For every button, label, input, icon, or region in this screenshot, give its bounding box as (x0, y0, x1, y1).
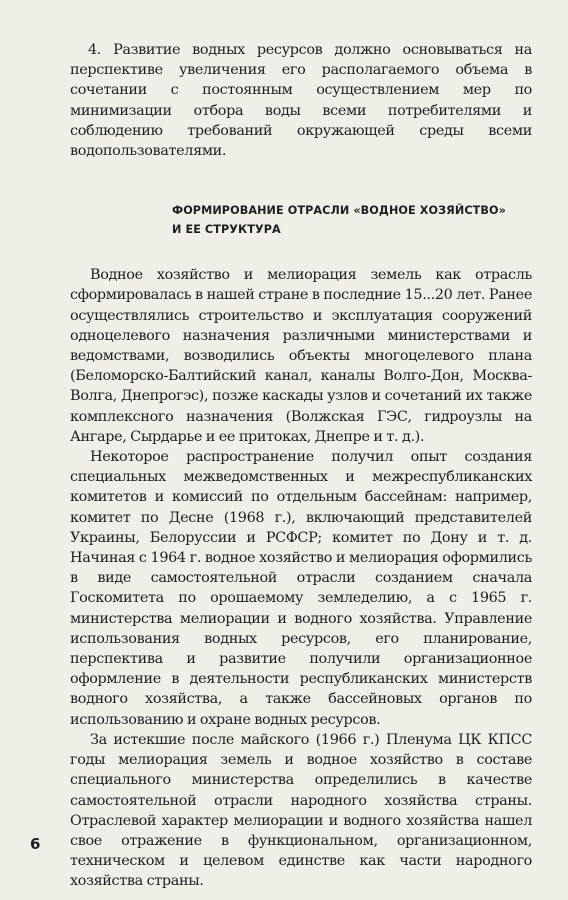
section-heading (70, 201, 532, 239)
body-paragraph-1: Водное хозяйство и мелиорация земель как отрасль сформировалась в нашей стране в последние 15...20 лет. Ранее осуществлялись строительство и эксплуатация сооружений одноцелевого назначения различными министерствами и ведомствами, возводились объекты многоцелевого плана (Беломорско-Балтийский канал, каналы Волго-Дон, Москва-Волга, Днепрогэс), позже каскады узлов и сочетаний их также комплексного назначения (Волжская ГЭС, гидроузлы на Ангаре, Сырдарье и ее притоках, Днепре и т. д.). (70, 267, 532, 445)
section-heading-line-1: ФОРМИРОВАНИЕ ОТРАСЛИ «ВОДНОЕ ХОЗЯЙСТВО» (172, 204, 506, 218)
intro-paragraph: 4. Развитие водных ресурсов должно основываться на перспективе увеличения его располагаемого объема в сочетании с постоянным осуществлением мер по минимизации отбора воды всеми потребителями и соблюдению требований окружающей среды всеми водопользователями. (70, 42, 532, 160)
page-content (70, 40, 532, 892)
body-paragraph-3: За истекшие после майского (1966 г.) Пленума ЦК КПСС годы мелиорация земель и водное хозяйство в составе специального министерства определились в качестве самостоятельной отрасли народного хозяйства страны. Отраслевой характер мелиорации и водного хозяйства нашел свое отражение в функциональном, организационном, техническом и целевом единстве как части народного хозяйства страны. (70, 731, 532, 890)
body-paragraph-2: Некоторое распространение получил опыт создания специальных межведомственных и межреспубликанских комитетов и комиссий по отдельным бассейнам: например, комитет по Десне (1968 г.), включающий представителей Украины, Белоруссии и РСФСР; комитет по Дону и т. д. Начиная с 1964 г. водное хозяйство и мелиорация оформились в виде самостоятельной отрасли созданием сначала Госкомитета по орошаемому земледелию, а с 1965 г. министерства мелиорации и водного хозяйства. Управление использования водных ресурсов, его планирование, перспектива и развитие получили организационное оформление в деятельности республиканских министерств водного хозяйства, а также бассейновых органов по использованию и охране водных ресурсов. (70, 449, 532, 728)
page-number: 6 (30, 835, 41, 853)
section-heading-line-2: И ЕЕ СТРУКТУРА (172, 223, 281, 237)
heading-spacer (70, 239, 532, 265)
